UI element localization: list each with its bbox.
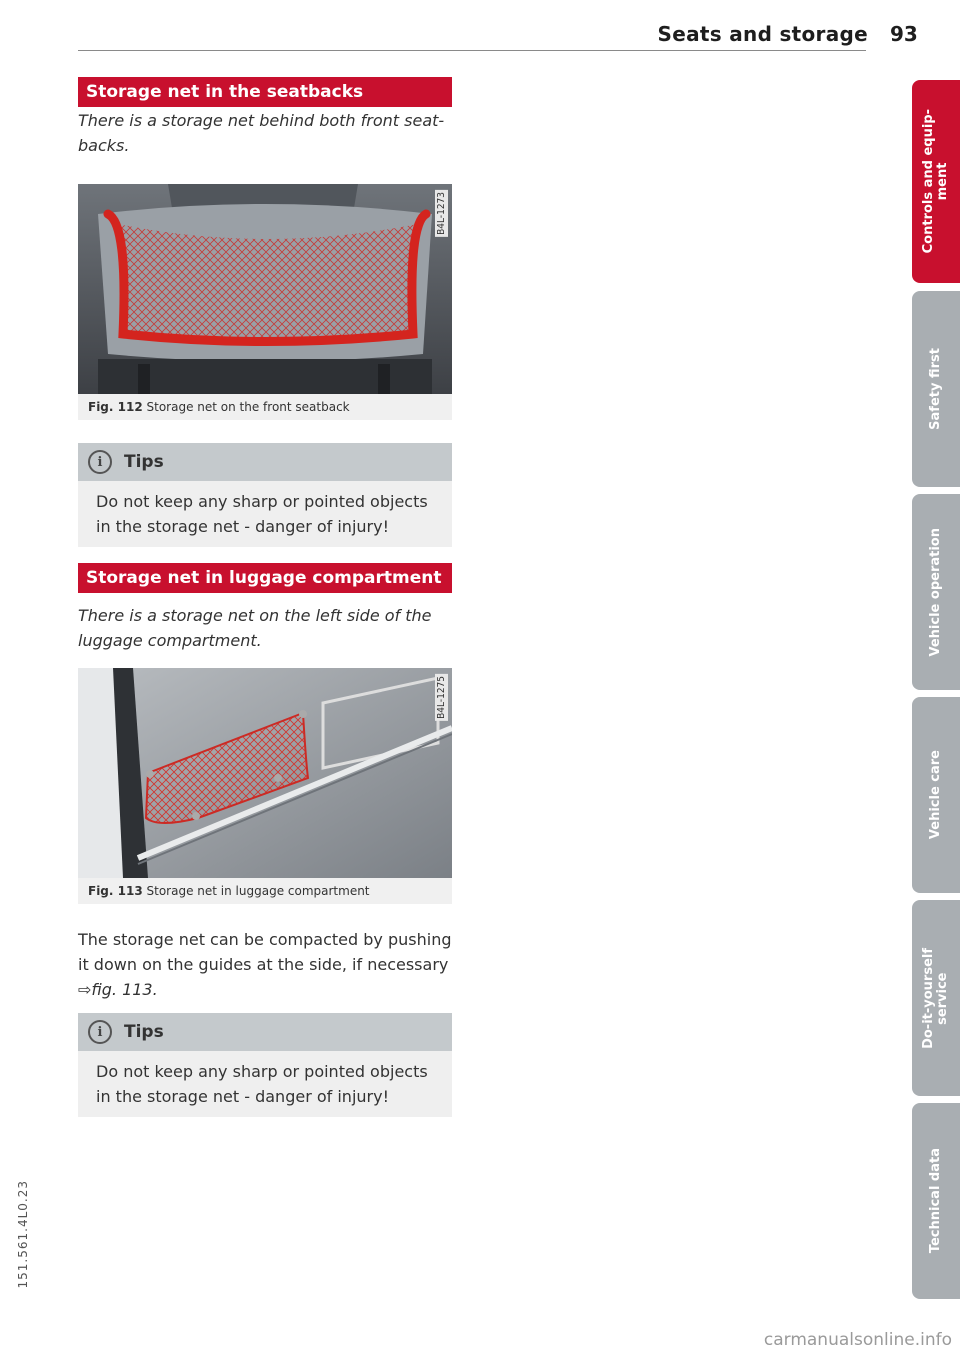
seatback-net-illustration [78, 184, 452, 394]
figure-caption-text: Storage net on the front seatback [146, 400, 350, 414]
tab-label: Vehicle operation [928, 527, 943, 657]
luggage-net-illustration [78, 668, 452, 878]
tips-text: Do not keep any sharp or pointed objects in the storage net - danger of injury! [96, 1062, 428, 1106]
figure-caption [78, 394, 452, 420]
tab-controls-and-equipment[interactable] [912, 80, 960, 283]
section-heading-luggage-net: Storage net in luggage compartment [78, 563, 452, 593]
body-text: The storage net can be compacted by pushing it down on the guides at the side, if necessary [78, 930, 452, 974]
tab-label: Controls and equip- ment [921, 109, 950, 254]
header-rule [78, 50, 866, 51]
figure-label: Fig. 113 [88, 884, 143, 898]
figure-caption [78, 878, 452, 904]
section-heading-seatback-net: Storage net in the seatbacks [78, 77, 452, 107]
figure-label: Fig. 112 [88, 400, 143, 414]
figure-113 [78, 668, 452, 904]
section-lead-luggage-net: There is a storage net on the left side of the luggage compartment. [78, 606, 432, 650]
figure-code: B4L-1273 [436, 192, 447, 235]
tips-header [78, 443, 452, 481]
tips-text: Do not keep any sharp or pointed objects in the storage net - danger of injury! [96, 492, 428, 536]
page-number: 93 [890, 22, 918, 46]
figure-112 [78, 184, 452, 420]
info-icon: i [88, 1020, 112, 1044]
tips-title: Tips [124, 1022, 164, 1042]
body-paragraph [78, 927, 458, 1002]
tab-label: Safety first [928, 348, 943, 430]
tab-safety-first[interactable] [912, 291, 960, 487]
tips-header [78, 1013, 452, 1051]
info-icon: i [88, 450, 112, 474]
tab-label: Do-it-yourself service [921, 947, 950, 1049]
tab-label: Technical data [928, 1148, 943, 1254]
tab-label: Vehicle care [928, 750, 943, 840]
watermark: carmanualsonline.info [763, 1330, 952, 1350]
tab-vehicle-operation[interactable] [912, 494, 960, 690]
tab-technical-data[interactable] [912, 1103, 960, 1299]
figure-caption-text: Storage net in luggage compartment [146, 884, 370, 898]
tips-title: Tips [124, 452, 164, 472]
tab-vehicle-care[interactable] [912, 697, 960, 893]
tab-do-it-yourself-service[interactable] [912, 900, 960, 1096]
figure-reference-link[interactable]: ⇨fig. 113. [78, 980, 158, 999]
tips-box-1 [78, 443, 452, 547]
tips-box-2 [78, 1013, 452, 1117]
figure-code: B4L-1275 [436, 676, 447, 719]
document-code: 151.561.4L0.23 [16, 1180, 30, 1289]
section-lead-seatback-net: There is a storage net behind both front seat-backs. [78, 111, 445, 155]
running-header-title: Seats and storage [657, 22, 868, 46]
